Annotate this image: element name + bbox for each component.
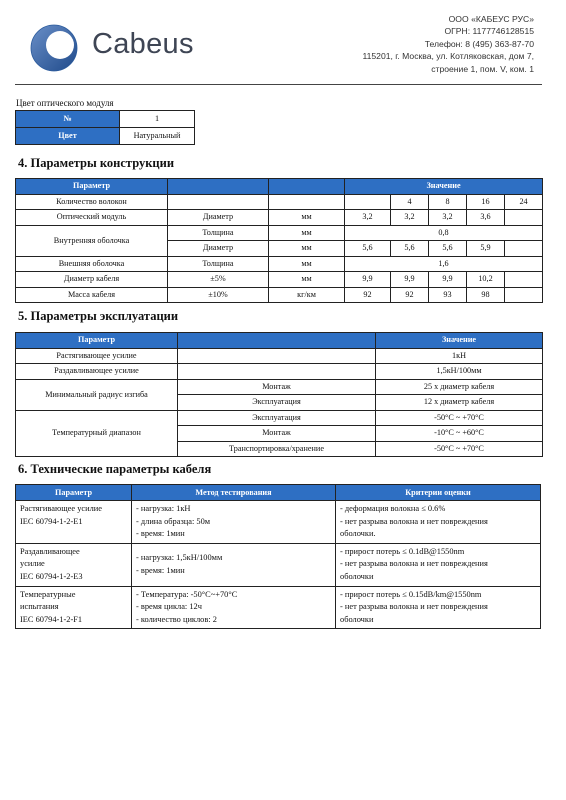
fiber-count: 24: [505, 194, 543, 210]
inner-diameter-value: 5,6: [429, 241, 467, 257]
empty-header-cell: [178, 333, 376, 349]
tech-params-table: [15, 484, 541, 629]
table-header-row: [16, 485, 541, 501]
operation-table: [15, 332, 543, 457]
temp-transport-value: -50°C ~ +70°C: [376, 441, 543, 457]
param-line: IEC 60794-1-2-F1: [20, 614, 83, 624]
inner-diameter-value: 5,6: [391, 241, 429, 257]
table-row: [16, 272, 543, 288]
temp-install-label: Монтаж: [178, 426, 376, 442]
param-line: IEC 60794-1-2-E3: [20, 571, 83, 581]
mass-value: 92: [391, 287, 429, 303]
empty-cell: [168, 194, 269, 210]
crush-label: Раздавливающее усилие: [16, 364, 178, 380]
cable-diameter-value: 9,9: [345, 272, 391, 288]
num-label: №: [16, 111, 120, 128]
table-row: [16, 364, 543, 380]
mass-tolerance: ±10%: [168, 287, 269, 303]
method-line: - Температура: -50°C~+70°C: [136, 589, 238, 599]
bend-operation-label: Эксплуатация: [178, 395, 376, 411]
param-cell: [16, 586, 132, 629]
table-row: [16, 194, 543, 210]
tensile-value: 1кН: [376, 348, 543, 364]
fiber-count: 8: [429, 194, 467, 210]
color-table: [15, 110, 195, 145]
criteria-line: - деформация волокна ≤ 0.6%: [340, 504, 446, 513]
cable-diameter-tolerance: ±5%: [168, 272, 269, 288]
inner-thickness-sub: Толщина: [168, 225, 269, 241]
company-info: [304, 13, 534, 75]
param-line: усилие: [20, 559, 45, 569]
table-row: [16, 111, 195, 128]
empty-header-cell: [168, 179, 269, 195]
criteria-cell: [336, 501, 541, 544]
param-cell: [16, 543, 132, 586]
empty-cell: [505, 210, 543, 226]
method-line: - время: 1мин: [136, 529, 185, 539]
inner-diameter-sub: Диаметр: [168, 241, 269, 257]
section4-title: 4. Параметры конструкции: [18, 156, 175, 170]
method-cell: [132, 543, 336, 586]
criteria-col-header: Критерии оценки: [336, 485, 541, 501]
mass-value: 98: [467, 287, 505, 303]
criteria-cell: [336, 586, 541, 629]
empty-cell: [345, 194, 391, 210]
method-line: - длина образца: 50м: [136, 516, 211, 526]
module-label: Оптический модуль: [16, 210, 168, 226]
color-table-caption: Цвет оптического модуля: [16, 98, 114, 108]
bend-radius-label: Минимальный радиус изгиба: [16, 379, 178, 410]
section6-title: 6. Технические параметры кабеля: [18, 462, 212, 476]
value-header: Значение: [345, 179, 543, 195]
mass-label: Масса кабеля: [16, 287, 168, 303]
table-row: [16, 225, 543, 241]
tensile-label: Растягивающее усилие: [16, 348, 178, 364]
module-value: 3,2: [391, 210, 429, 226]
value-header: Значение: [376, 333, 543, 349]
table-row: [16, 256, 543, 272]
num-value: 1: [120, 111, 195, 128]
method-cell: [132, 586, 336, 629]
inner-thickness-unit: мм: [269, 225, 345, 241]
table-row: [16, 287, 543, 303]
fiber-count-label: Количество волокон: [16, 194, 168, 210]
inner-diameter-value: 5,9: [467, 241, 505, 257]
empty-cell: [178, 364, 376, 380]
method-cell: [132, 501, 336, 544]
header-divider: [15, 84, 542, 85]
criteria-line: - прирост потерь ≤ 0.1dB@1550nm: [340, 546, 465, 556]
param-line: Температурные: [20, 589, 76, 599]
empty-cell: [505, 287, 543, 303]
fiber-count: 16: [467, 194, 505, 210]
construction-table: [15, 178, 543, 303]
bend-install-label: Монтаж: [178, 379, 376, 395]
inner-diameter-value: 5,6: [345, 241, 391, 257]
table-row: [16, 210, 543, 226]
table-row: [16, 543, 541, 586]
company-line: 115201, г. Москва, ул. Котляковская, дом 7,: [362, 51, 534, 62]
crush-value: 1,5кН/100мм: [376, 364, 543, 380]
outer-unit: мм: [269, 256, 345, 272]
mass-value: 93: [429, 287, 467, 303]
cable-diameter-unit: мм: [269, 272, 345, 288]
param-line: Растягивающее усилие: [20, 504, 102, 513]
criteria-cell: [336, 543, 541, 586]
mass-unit: кг/км: [269, 287, 345, 303]
temperature-label: Температурный диапазон: [16, 410, 178, 457]
param-header: Параметр: [16, 333, 178, 349]
temp-transport-label: Транспортировка/хранение: [178, 441, 376, 457]
outer-sub: Толщина: [168, 256, 269, 272]
color-value: Натуральный: [120, 128, 195, 145]
cable-diameter-value: 9,9: [391, 272, 429, 288]
table-row: [16, 410, 543, 426]
bend-install-value: 25 х диаметр кабеля: [376, 379, 543, 395]
company-line: ООО «КАБЕУС РУС»: [448, 14, 534, 24]
logo-text: Cabeus: [92, 28, 194, 60]
criteria-line: оболочки: [340, 614, 374, 624]
empty-cell: [505, 241, 543, 257]
cable-diameter-value: 10,2: [467, 272, 505, 288]
mass-value: 92: [345, 287, 391, 303]
company-line: Телефон: 8 (495) 363-87-70: [424, 38, 534, 49]
criteria-line: оболочки: [340, 571, 374, 581]
module-sub: Диаметр: [168, 210, 269, 226]
table-row: [16, 348, 543, 364]
outer-value: 1,6: [345, 256, 543, 272]
module-unit: мм: [269, 210, 345, 226]
module-value: 3,6: [467, 210, 505, 226]
criteria-line: - прирост потерь ≤ 0.15dB/km@1550nm: [340, 589, 482, 599]
method-line: - нагрузка: 1,5кН/100мм: [136, 553, 223, 563]
table-header-row: [16, 179, 543, 195]
criteria-line: - нет разрыва волокна и нет повреждения: [340, 516, 488, 526]
outer-sheath-label: Внешняя оболочка: [16, 256, 168, 272]
param-header: Параметр: [16, 179, 168, 195]
table-row: [16, 379, 543, 395]
temp-install-value: -10°C ~ +60°C: [376, 426, 543, 442]
criteria-line: - нет разрыва волокна и нет повреждения: [340, 602, 488, 612]
bend-operation-value: 12 х диаметр кабеля: [376, 395, 543, 411]
method-line: - время цикла: 12ч: [136, 602, 202, 612]
cable-diameter-label: Диаметр кабеля: [16, 272, 168, 288]
section5-title: 5. Параметры эксплуатации: [18, 309, 179, 323]
empty-cell: [505, 272, 543, 288]
method-line: - нагрузка: 1кН: [136, 504, 191, 513]
criteria-line: оболочки.: [340, 529, 376, 539]
table-header-row: [16, 333, 543, 349]
empty-cell: [269, 194, 345, 210]
color-label: Цвет: [16, 128, 120, 145]
param-line: испытания: [20, 602, 59, 612]
empty-cell: [178, 348, 376, 364]
module-value: 3,2: [429, 210, 467, 226]
table-row: [16, 501, 541, 544]
module-value: 3,2: [345, 210, 391, 226]
empty-header-cell: [269, 179, 345, 195]
cable-diameter-value: 9,9: [429, 272, 467, 288]
company-line: ОГРН: 1177746128515: [444, 26, 534, 37]
inner-sheath-label: Внутренняя оболочка: [16, 225, 168, 256]
inner-thickness-value: 0,8: [345, 225, 543, 241]
temp-operation-value: -50°C ~ +70°C: [376, 410, 543, 426]
company-line: строение 1, пом. V, ком. 1: [431, 63, 534, 74]
method-col-header: Метод тестирования: [132, 485, 336, 501]
temp-operation-label: Эксплуатация: [178, 410, 376, 426]
method-line: - количество циклов: 2: [136, 614, 217, 624]
param-col-header: Параметр: [16, 485, 132, 501]
criteria-line: - нет разрыва волокна и нет повреждения: [340, 559, 488, 569]
param-cell: [16, 501, 132, 544]
inner-diameter-unit: мм: [269, 241, 345, 257]
method-line: - время: 1мин: [136, 565, 185, 575]
table-row: [16, 128, 195, 145]
table-row: [16, 586, 541, 629]
param-line: Раздавливающее: [20, 546, 80, 556]
param-line: IEC 60794-1-2-E1: [20, 516, 83, 526]
fiber-count: 4: [391, 194, 429, 210]
